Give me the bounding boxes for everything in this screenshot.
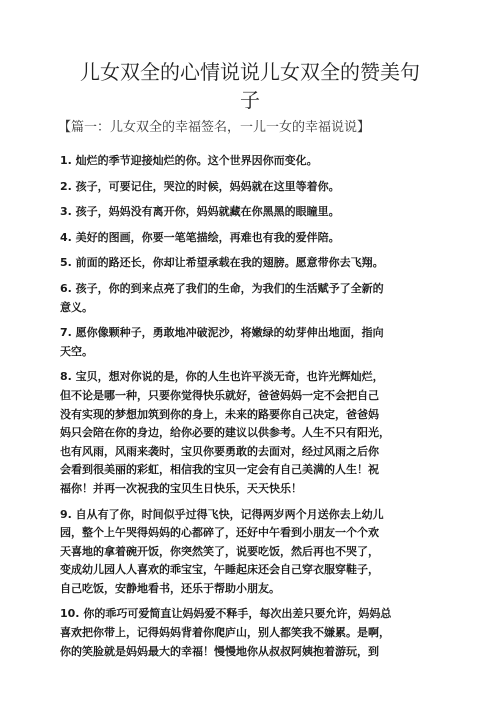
list-item-line: 天喜地的拿着碗开饭，你突然笑了，说要吃饭，然后再也不哭了， [60, 544, 379, 558]
list-item-line: 也有风雨，风雨来袭时，宝贝你要勇敢的去面对，经过风雨之后你 [60, 444, 379, 458]
item-list [60, 152, 436, 668]
list-item-line: 意义。 [60, 300, 93, 314]
title-line-2: 子 [240, 88, 260, 112]
title-line-1: 儿女双全的心情说说儿女双全的赞美句 [80, 60, 420, 84]
list-item-line: 你的笑脸就是妈妈最大的幸福！慢慢地你从叔叔阿姨抱着游玩，到 [60, 644, 379, 658]
list-item-line: 妈只会陪在你的身边，给你必要的建议以供参考。人生不只有阳光， [60, 426, 390, 440]
list-item-line: 10. 你的乖巧可爱简直让妈妈爱不释手，每次出差只要允许，妈妈总 [60, 607, 392, 621]
list-item-line: 7. 愿你像颗种子，勇敢地冲破泥沙，将嫩绿的幼芽伸出地面，指向 [60, 326, 384, 340]
list-item [60, 203, 436, 222]
list-item-line: 天空。 [60, 344, 93, 358]
list-item-line: 自己吃饭，安静地看书，还乐于帮助小朋友。 [60, 581, 280, 595]
list-item-line: 8. 宝贝，想对你说的是，你的人生也许平淡无奇，也许光辉灿烂， [60, 370, 384, 384]
list-item [60, 506, 436, 599]
list-item [60, 605, 436, 661]
list-item [60, 254, 436, 273]
page-title [40, 58, 460, 114]
section-heading: 【篇一：儿女双全的幸福签名，一儿一女的幸福说说】 [58, 120, 371, 135]
list-item-line: 福你！并再一次祝我的宝贝生日快乐，天天快乐！ [60, 481, 302, 495]
list-item-line: 3. 孩子，妈妈没有离开你，妈妈就藏在你黑黑的眼瞳里。 [60, 205, 340, 219]
list-item-line: 6. 孩子，你的到来点亮了我们的生命，为我们的生活赋予了全新的 [60, 281, 384, 295]
list-item-line: 喜欢把你带上，记得妈妈背着你爬庐山，别人都笑我不嫌累。是啊， [60, 626, 390, 640]
list-item [60, 152, 436, 171]
list-item [60, 324, 436, 361]
list-item-line: 4. 美好的图画，你要一笔笔描绘，再难也有我的爱伴陪。 [60, 230, 340, 244]
list-item-line: 没有实现的梦想加筑到你的身上，未来的路要你自己决定，爸爸妈 [60, 407, 379, 421]
list-item [60, 178, 436, 197]
list-item-line: 9. 自从有了你，时间似乎过得飞快，记得两岁两个月送你去上幼儿 [60, 507, 384, 521]
list-item-line: 变成幼儿园人人喜欢的乖宝宝，午睡起床还会自己穿衣服穿鞋子， [60, 563, 379, 577]
list-item [60, 368, 436, 498]
list-item-line: 会看到很美丽的彩虹，相信我的宝贝一定会有自己美满的人生！祝 [60, 463, 379, 477]
list-item [60, 280, 436, 317]
list-item-line: 2. 孩子，可要记住，哭泣的时候，妈妈就在这里等着你。 [60, 179, 340, 193]
list-item-line: 园，整个上午哭得妈妈的心都碎了，还好中午看到小朋友一个个欢 [60, 526, 379, 540]
list-item-line: 5. 前面的路还长，你却让希望承载在我的翅膀。愿意带你去飞翔。 [60, 256, 384, 270]
list-item [60, 229, 436, 248]
list-item-line: 但不论是哪一种，只要你觉得快乐就好，爸爸妈妈一定不会把自己 [60, 388, 379, 402]
list-item-line: 1. 灿烂的季节迎接灿烂的你。这个世界因你而变化。 [60, 154, 318, 167]
